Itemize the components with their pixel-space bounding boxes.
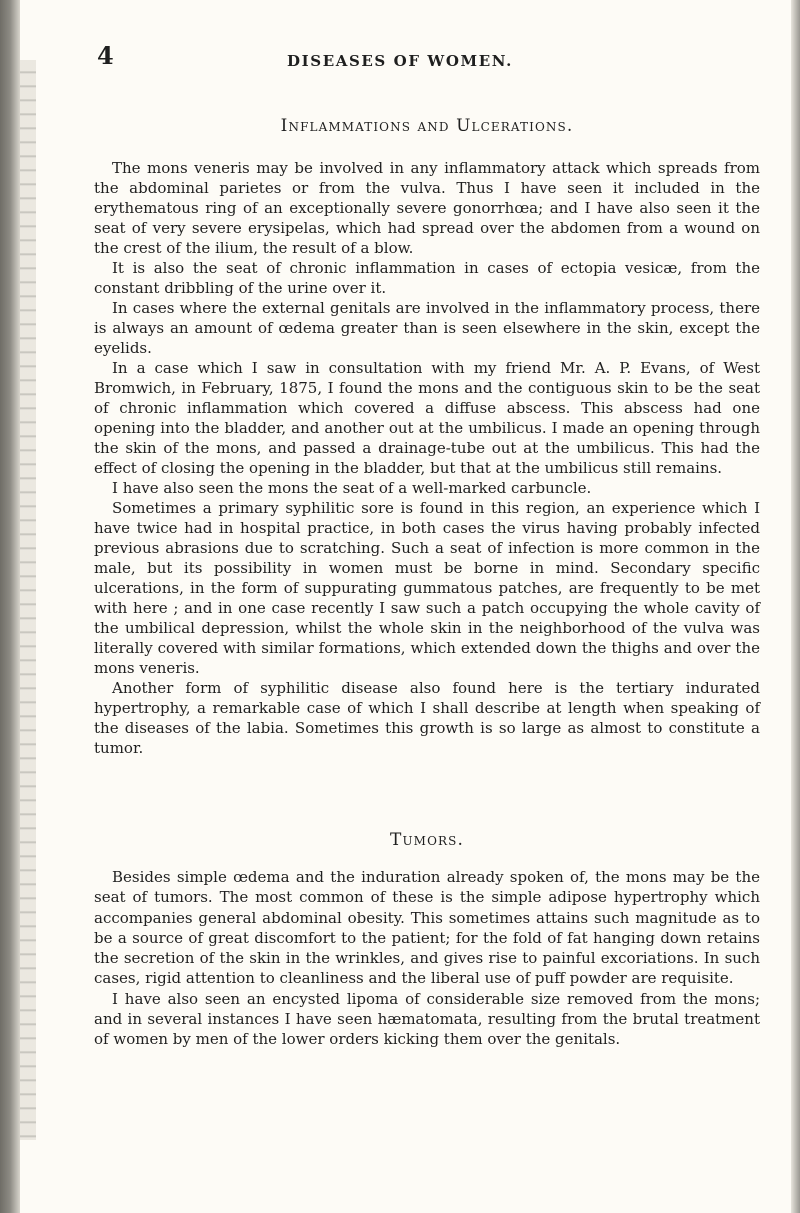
paragraph: In cases where the external genitals are involved in the inflammatory process, there is always an amount of œdema greater than is seen elsewhere in the skin, except the eyelids. bbox=[94, 299, 760, 357]
section-body-tumors bbox=[94, 867, 760, 1050]
paragraph: It is also the seat of chronic inflammation in cases of ectopia vesicæ, from the constant dribbling of the urine over it. bbox=[94, 259, 760, 297]
section-body-inflammations bbox=[94, 158, 760, 758]
paragraph: Sometimes a primary syphilitic sore is found in this region, an experience which I have twice had in hospital practice, in both cases the virus having probably infected previous abrasions due to scratching. Such a seat of infection is more common in the male, but its possibility in women must be borne in mind. Secondary specific ulcerations, in the form of suppurating gummatous patches, are frequently to be met with here ; and in one case recently I saw such a patch occupying the whole cavity of the umbilical depression, whilst the whole skin in the neighborhood of the vulva was literally covered with similar formations, which extended down the thighs and over the mons veneris. bbox=[94, 499, 760, 677]
page-number: 4 bbox=[97, 41, 114, 70]
paragraph: Besides simple œdema and the induration already spoken of, the mons may be the seat of tumors. The most common of these is the simple adipose hypertrophy which accompanies general abdominal obesity. This sometimes attains such magnitude as to be a source of great discomfort to the patient; for the fold of fat hanging down retains the secretion of the skin in the wrinkles, and gives rise to painful excoriations. In such cases, rigid attention to cleanliness and the liberal use of puff powder are requisite. bbox=[94, 868, 760, 988]
paragraph: Another form of syphilitic disease also found here is the tertiary indurated hypertrophy, a remarkable case of which I shall describe at length when speaking of the diseases of the labia. Sometimes this growth is so large as almost to constitute a tumor. bbox=[94, 679, 760, 757]
running-head: DISEASES OF WOMEN. bbox=[287, 52, 513, 70]
book-binding bbox=[20, 60, 36, 1140]
page-right-edge-shadow bbox=[791, 0, 800, 1213]
paragraph: The mons veneris may be involved in any inflammatory attack which spreads from the abdominal parietes or from the vulva. Thus I have seen it included in the erythematous ring of an exceptionally severe gonorrhœa; and I have also seen it the seat of very severe erysipelas, which had spread over the abdomen from a wound on the crest of the ilium, the result of a blow. bbox=[94, 159, 760, 257]
paragraph: I have also seen an encysted lipoma of considerable size removed from the mons; and in several instances I have seen hæmatomata, resulting from the brutal treatment of women by men of the lower orders kicking them over the genitals. bbox=[94, 989, 760, 1049]
paragraph: I have also seen the mons the seat of a well-marked carbuncle. bbox=[112, 479, 592, 497]
section-title-inflammations: Inflammations and Ulcerations. bbox=[280, 116, 574, 136]
paragraph: In a case which I saw in consultation with my friend Mr. A. P. Evans, of West Bromwich, in February, 1875, I found the mons and the contiguous skin to be the seat of chronic inflammation which covered a diffuse abscess. This abscess had one opening into the bladder, and another out at the umbilicus. I made an opening through the skin of the mons, and passed a drainage-tube out at the umbilicus. This had the effect of closing the opening in the bladder, but that at the umbilicus still remains. bbox=[94, 359, 760, 477]
section-title-tumors: Tumors. bbox=[390, 830, 464, 850]
page-left-edge-shadow bbox=[0, 0, 20, 1213]
